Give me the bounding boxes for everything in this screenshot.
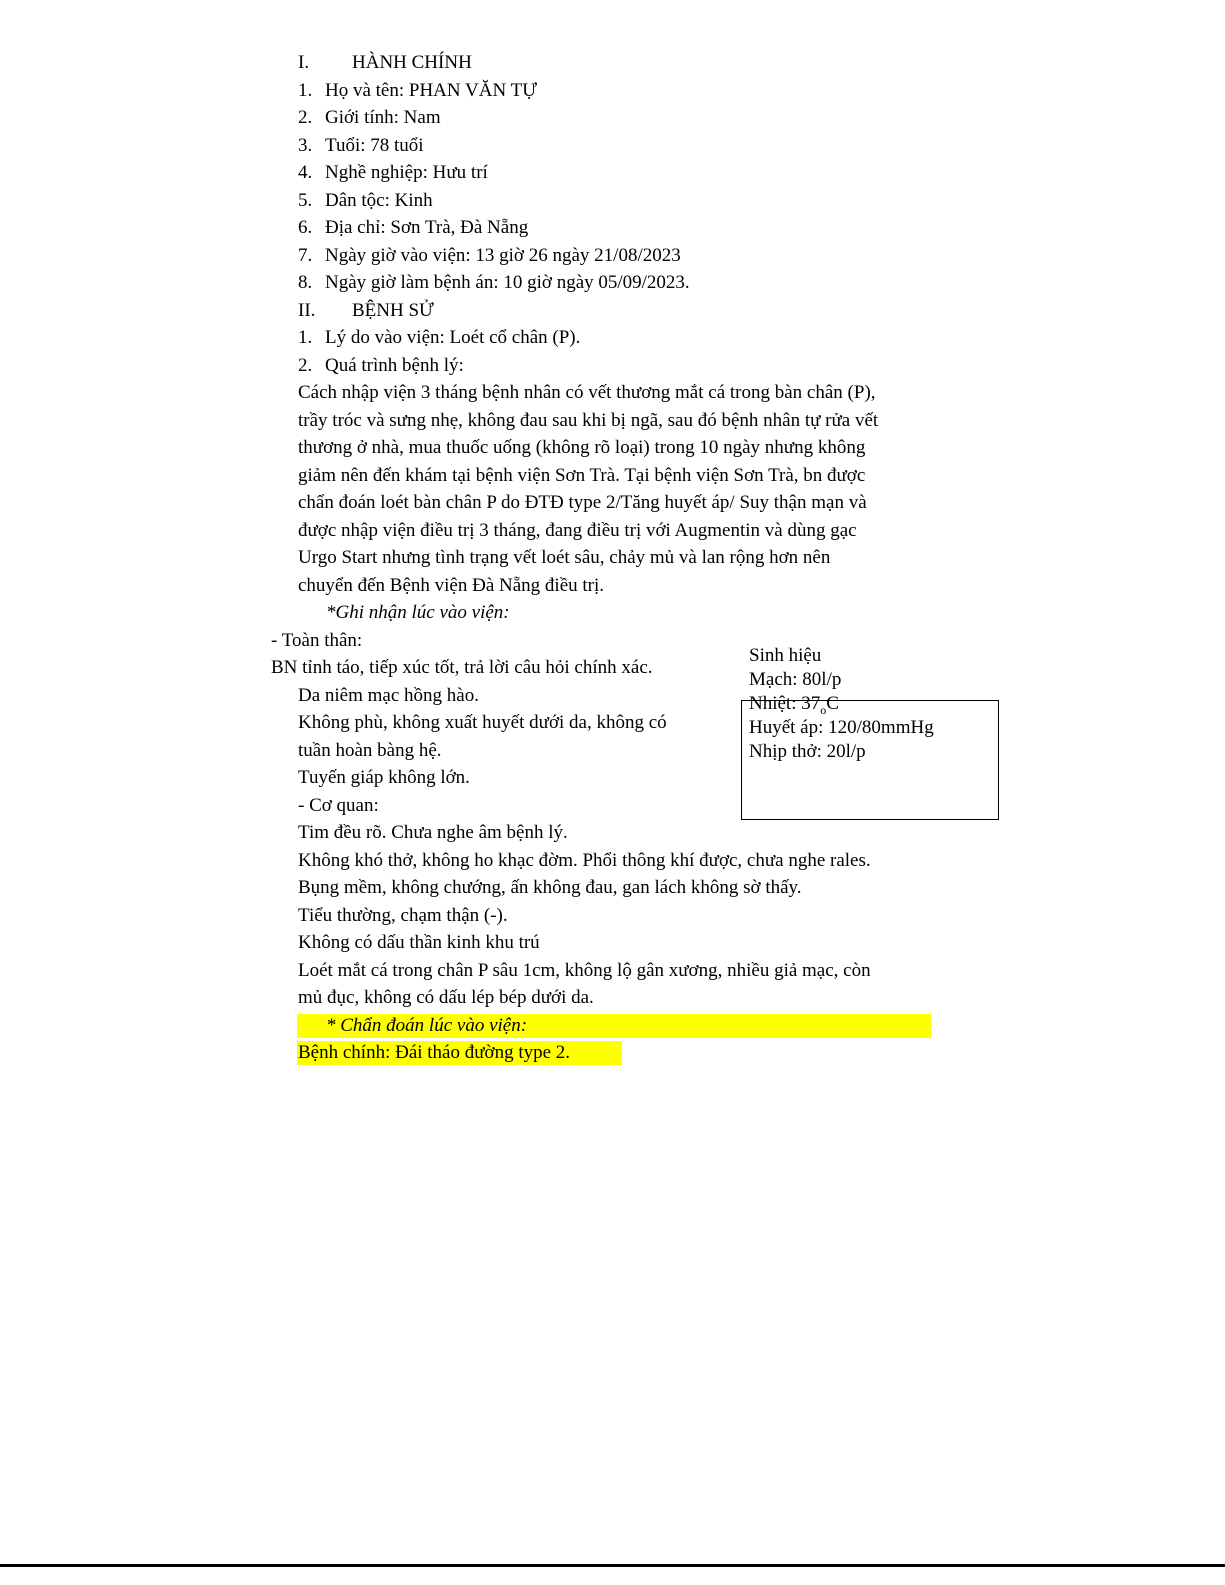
list-item: 7. Ngày giờ vào viện: 13 giờ 26 ngày 21/08/2023 [298,245,681,266]
vitals-respiration: Nhịp thở: 20l/p [749,741,866,762]
history-paragraph-line: được nhập viện điều trị 3 tháng, đang điều trị với Augmentin và dùng gạc [298,520,857,541]
organ-exam-line: Không có dấu thần kinh khu trú [298,932,540,953]
patient-ethnicity: Dân tộc: Kinh [325,190,433,211]
section-number: II. [298,300,316,321]
general-exam-line: BN tỉnh táo, tiếp xúc tốt, trả lời câu hỏi chính xác. [271,657,653,678]
patient-name: Họ và tên: PHAN VĂN TỰ [325,80,537,101]
general-exam-line: Tuyến giáp không lớn. [298,767,470,788]
organ-exam-line: Tiểu thường, chạm thận (-). [298,905,508,926]
list-item: 6. Địa chỉ: Sơn Trà, Đà Nẵng [298,217,529,238]
diagnosis-main: Bệnh chính: Đái tháo đường type 2. [298,1042,571,1063]
section-title: HÀNH CHÍNH [352,52,472,73]
list-item: 2. Giới tính: Nam [298,107,441,128]
organ-exam-line: Không khó thở, không ho khạc đờm. Phổi thông khí được, chưa nghe rales. [298,850,871,871]
general-exam-line: Da niêm mạc hồng hào. [298,685,479,706]
vitals-blood-pressure: Huyết áp: 120/80mmHg [749,717,934,738]
disease-course-label: Quá trình bệnh lý: [325,355,464,376]
general-exam-line: tuần hoàn bàng hệ. [298,740,442,761]
organ-exam-line: Tim đều rõ. Chưa nghe âm bệnh lý. [298,822,568,843]
history-paragraph-line: chuyển đến Bệnh viện Đà Nẵng điều trị. [298,575,605,596]
history-paragraph-line: chẩn đoán loét bàn chân P do ĐTĐ type 2/Tăng huyết áp/ Suy thận mạn và [298,492,867,513]
history-paragraph-line: Cách nhập viện 3 tháng bệnh nhân có vết thương mắt cá trong bàn chân (P), [298,382,876,403]
general-exam-title: - Toàn thân: [271,630,363,651]
list-item: 1. Họ và tên: PHAN VĂN TỰ [298,80,537,101]
history-paragraph-line: trầy tróc và sưng nhẹ, không đau sau khi bị ngã, sau đó bệnh nhân tự rửa vết [298,410,879,431]
diagnosis-heading: * Chẩn đoán lúc vào viện: [326,1015,528,1036]
admission-note-heading: *Ghi nhận lúc vào viện: [326,602,510,623]
record-datetime: Ngày giờ làm bệnh án: 10 giờ ngày 05/09/2023. [325,272,690,293]
list-item: 3. Tuổi: 78 tuổi [298,135,424,156]
section-heading-history [298,297,434,324]
organ-exam-line: mủ đục, không có dấu lép bép dưới da. [298,987,594,1008]
list-item: 4. Nghề nghiệp: Hưu trí [298,162,488,183]
patient-address: Địa chỉ: Sơn Trà, Đà Nẵng [325,217,529,238]
page-bottom-rule [0,1564,1225,1567]
vitals-pulse: Mạch: 80l/p [749,669,842,690]
section-number: I. [298,52,310,73]
patient-gender: Giới tính: Nam [325,107,441,128]
vitals-title: Sinh hiệu [749,645,822,666]
organ-exam-line: Bụng mềm, không chướng, ấn không đau, gan lách không sờ thấy. [298,877,802,898]
general-exam-line: Không phù, không xuất huyết dưới da, không có [298,712,667,733]
vitals-temperature: Nhiệt: $37_oC$ [749,693,839,717]
admission-datetime: Ngày giờ vào viện: 13 giờ 26 ngày 21/08/2023 [325,245,681,266]
history-paragraph-line: Urgo Start nhưng tình trạng vết loét sâu, chảy mủ và lan rộng hơn nên [298,547,831,568]
admission-reason: Lý do vào viện: Loét cổ chân (P). [325,327,581,348]
patient-occupation: Nghề nghiệp: Hưu trí [325,162,488,183]
list-item: 2. Quá trình bệnh lý: [298,355,464,376]
section-title: BỆNH SỬ [352,300,434,321]
organ-exam-line: Loét mắt cá trong chân P sâu 1cm, không lộ gân xương, nhiều giả mạc, còn [298,960,871,981]
section-heading-administrative [298,49,472,76]
history-paragraph-line: giảm nên đến khám tại bệnh viện Sơn Trà. Tại bệnh viện Sơn Trà, bn được [298,465,866,486]
organ-exam-title: - Cơ quan: [298,795,379,816]
list-item: 5. Dân tộc: Kinh [298,190,433,211]
list-item: 1. Lý do vào viện: Loét cổ chân (P). [298,327,581,348]
patient-age: Tuổi: 78 tuổi [325,135,424,156]
history-paragraph-line: thương ở nhà, mua thuốc uống (không rõ loại) trong 10 ngày nhưng không [298,437,866,458]
list-item: 8. Ngày giờ làm bệnh án: 10 giờ ngày 05/09/2023. [298,272,690,293]
